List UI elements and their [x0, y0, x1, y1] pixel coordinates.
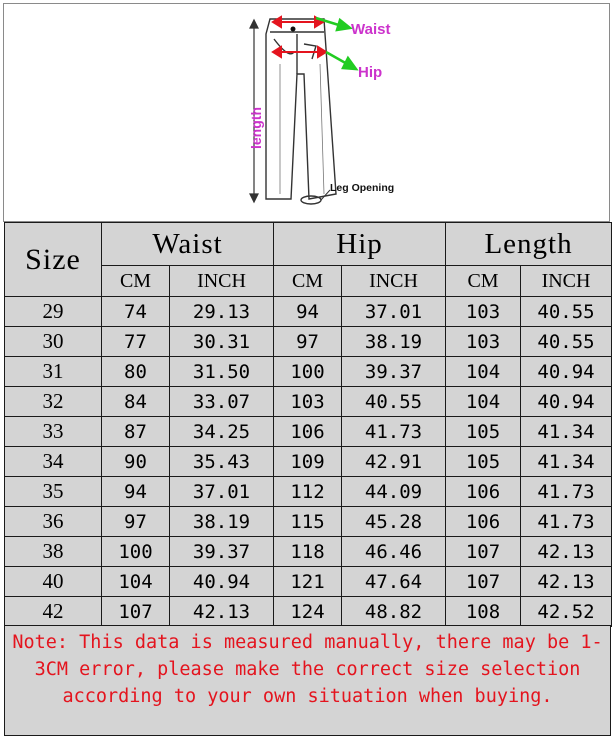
- size-cell: 32: [5, 387, 102, 417]
- measurement-cell: 40.55: [342, 387, 446, 417]
- measurement-cell: 40.55: [521, 297, 612, 327]
- measurement-cell: 109: [274, 447, 342, 477]
- measurement-cell: 106: [274, 417, 342, 447]
- size-cell: 42: [5, 597, 102, 627]
- measurement-cell: 80: [102, 357, 170, 387]
- table-row: [5, 417, 612, 447]
- size-cell: 40: [5, 567, 102, 597]
- measurement-cell: 44.09: [342, 477, 446, 507]
- size-header: Size: [5, 223, 102, 297]
- measurement-cell: 87: [102, 417, 170, 447]
- waist-label: Waist: [351, 21, 391, 38]
- measurement-cell: 124: [274, 597, 342, 627]
- measurement-cell: 42.13: [521, 537, 612, 567]
- measurement-cell: 48.82: [342, 597, 446, 627]
- measurement-cell: 84: [102, 387, 170, 417]
- measurement-cell: 41.34: [521, 447, 612, 477]
- measurement-cell: 97: [274, 327, 342, 357]
- measurement-cell: 103: [446, 297, 521, 327]
- hip-label: Hip: [358, 64, 383, 81]
- measurement-cell: 100: [102, 537, 170, 567]
- measurement-cell: 41.73: [521, 477, 612, 507]
- measurement-cell: 40.94: [170, 567, 274, 597]
- unit-header: CM: [102, 266, 170, 297]
- unit-header: INCH: [342, 266, 446, 297]
- measurement-cell: 31.50: [170, 357, 274, 387]
- measurement-cell: 104: [446, 387, 521, 417]
- measurement-cell: 108: [446, 597, 521, 627]
- measurement-cell: 38.19: [342, 327, 446, 357]
- measurement-cell: 42.52: [521, 597, 612, 627]
- measurement-cell: 42.13: [170, 597, 274, 627]
- table-row: [5, 387, 612, 417]
- measurement-cell: 105: [446, 417, 521, 447]
- measurement-cell: 37.01: [342, 297, 446, 327]
- measurement-cell: 105: [446, 447, 521, 477]
- measurement-cell: 94: [102, 477, 170, 507]
- table-row: [5, 327, 612, 357]
- measurement-cell: 74: [102, 297, 170, 327]
- waist-header: Waist: [102, 223, 274, 266]
- measurement-cell: 46.46: [342, 537, 446, 567]
- size-cell: 31: [5, 357, 102, 387]
- measurement-cell: 33.07: [170, 387, 274, 417]
- unit-header: INCH: [170, 266, 274, 297]
- measurement-cell: 103: [446, 327, 521, 357]
- measurement-cell: 42.13: [521, 567, 612, 597]
- measurement-cell: 39.37: [170, 537, 274, 567]
- unit-header: CM: [274, 266, 342, 297]
- table-row: [5, 477, 612, 507]
- hip-header: Hip: [274, 223, 446, 266]
- table-row: [5, 567, 612, 597]
- leg-opening-marker: [301, 196, 321, 204]
- measurement-cell: 104: [446, 357, 521, 387]
- measurement-note: Note: This data is measured manually, there may be 1-3CM error, please make the correct size selection according to your own situation when buying.: [4, 625, 611, 736]
- size-cell: 30: [5, 327, 102, 357]
- hip-marker: [273, 47, 326, 57]
- measurement-cell: 112: [274, 477, 342, 507]
- measurement-cell: 118: [274, 537, 342, 567]
- table-row: [5, 357, 612, 387]
- size-cell: 35: [5, 477, 102, 507]
- measurement-cell: 41.73: [521, 507, 612, 537]
- measurement-cell: 97: [102, 507, 170, 537]
- measurement-cell: 106: [446, 507, 521, 537]
- measurement-cell: 90: [102, 447, 170, 477]
- length-label: length: [248, 107, 264, 149]
- measurement-cell: 40.94: [521, 357, 612, 387]
- measurement-cell: 40.55: [521, 327, 612, 357]
- table-row: [5, 297, 612, 327]
- measurement-cell: 47.64: [342, 567, 446, 597]
- measurement-cell: 40.94: [521, 387, 612, 417]
- measurement-cell: 103: [274, 387, 342, 417]
- unit-header: INCH: [521, 266, 612, 297]
- size-cell: 29: [5, 297, 102, 327]
- measurement-cell: 94: [274, 297, 342, 327]
- button-icon: [291, 27, 296, 32]
- pants-measurement-diagram: [3, 3, 610, 222]
- measurement-cell: 38.19: [170, 507, 274, 537]
- table-row: [5, 597, 612, 627]
- measurement-cell: 41.34: [521, 417, 612, 447]
- size-cell: 33: [5, 417, 102, 447]
- size-cell: 38: [5, 537, 102, 567]
- measurement-cell: 30.31: [170, 327, 274, 357]
- measurement-cell: 45.28: [342, 507, 446, 537]
- measurement-cell: 107: [446, 537, 521, 567]
- measurement-cell: 41.73: [342, 417, 446, 447]
- size-cell: 34: [5, 447, 102, 477]
- measurement-cell: 39.37: [342, 357, 446, 387]
- measurement-cell: 107: [446, 567, 521, 597]
- leg-opening-label: Leg Opening: [330, 182, 395, 194]
- table-row: [5, 447, 612, 477]
- unit-header: CM: [446, 266, 521, 297]
- measurement-cell: 100: [274, 357, 342, 387]
- measurement-cell: 34.25: [170, 417, 274, 447]
- measurement-cell: 104: [102, 567, 170, 597]
- table-group-header-row: [5, 223, 612, 266]
- measurement-cell: 37.01: [170, 477, 274, 507]
- measurement-cell: 35.43: [170, 447, 274, 477]
- pants-illustration: [4, 4, 611, 223]
- measurement-cell: 29.13: [170, 297, 274, 327]
- size-chart-table: [4, 222, 612, 627]
- measurement-cell: 77: [102, 327, 170, 357]
- measurement-cell: 42.91: [342, 447, 446, 477]
- measurement-cell: 115: [274, 507, 342, 537]
- size-cell: 36: [5, 507, 102, 537]
- length-header: Length: [446, 223, 612, 266]
- measurement-cell: 121: [274, 567, 342, 597]
- table-row: [5, 507, 612, 537]
- measurement-cell: 107: [102, 597, 170, 627]
- measurement-cell: 106: [446, 477, 521, 507]
- table-row: [5, 537, 612, 567]
